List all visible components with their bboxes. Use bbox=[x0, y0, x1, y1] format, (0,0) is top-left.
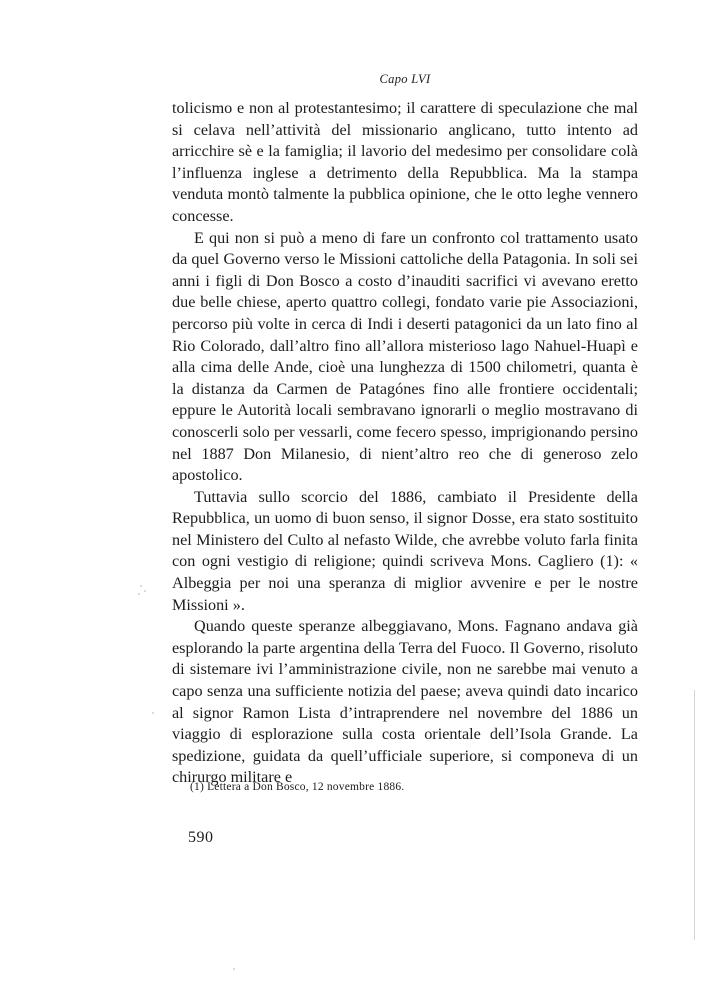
paragraph: Tuttavia sullo scorcio del 1886, cambiato il Presidente della Repubblica, un uomo di buon senso, il signor Dosse, era stato sostituito nel Ministero del Culto al nefasto Wilde, che avrebbe voluto farla finita con ogni vestigio di religione; quindi scriveva Mons. Cagliero (1): « Albeggia per noi una speranza di miglior avvenire e per le nostre Missioni ». bbox=[172, 487, 638, 614]
scan-edge-line bbox=[694, 690, 695, 940]
scan-speck bbox=[152, 712, 154, 714]
scan-speck bbox=[140, 585, 142, 587]
running-head: Capo LVI bbox=[379, 72, 431, 86]
scan-speck bbox=[144, 590, 146, 592]
scan-speck bbox=[138, 593, 140, 595]
body-text bbox=[172, 98, 638, 789]
footnote: (1) Lettera a Don Bosco, 12 novembre 1886. bbox=[190, 781, 405, 793]
scan-speck bbox=[233, 968, 235, 970]
page-number: 590 bbox=[188, 829, 214, 846]
paragraph: E qui non si può a meno di fare un confronto col trattamento usato da quel Governo verso le Missioni cattoliche della Patagonia. In soli sei anni i figli di Don Bosco a costo d’inauditi sacrifici vi avevano eretto due belle chiese, aperto quattro collegi, fondato varie pie Associazioni, percorso più volte in cerca di Indi i deserti patagonici da un lato fino al Rio Colorado, dall’altro fino all’allora misterioso lago Nahuel-Huapì e alla cima delle Ande, cioè una lunghezza di 1500 chilometri, quanta è la distanza da Carmen de Patagónes fino alle frontiere occidentali; eppure le Autorità locali sembravano ignorarli o meglio mostravano di conoscerli solo per vessarli, come fecero spesso, imprigionando persino nel 1887 Don Milanesio, di nient’altro reo che di generoso zelo apostolico. bbox=[172, 228, 638, 485]
paragraph: tolicismo e non al protestantesimo; il carattere di speculazione che mal si celava nell’attività del missionario anglicano, tutto intento ad arricchire sè e la famiglia; il lavorio del medesimo per consolidare colà l’influenza inglese a detrimento della Repubblica. Ma la stampa venduta montò talmente la pubblica opinione, che le otto leghe vennero concesse. bbox=[172, 99, 638, 225]
paragraph: Quando queste speranze albeggiavano, Mons. Fagnano andava già esplorando la parte argentina della Terra del Fuoco. Il Governo, risoluto di sistemare ivi l’amministrazione civile, non ne sarebbe mai venuto a capo senza una sufficiente notizia del paese; aveva quindi dato incarico al signor Ramon Lista d’intraprendere nel novembre del 1886 un viaggio di esplorazione sulla costa orientale dell’Isola Grande. La spedizione, guidata da quell’ufficiale superiore, si componeva di un chirurgo militare e bbox=[172, 617, 638, 787]
